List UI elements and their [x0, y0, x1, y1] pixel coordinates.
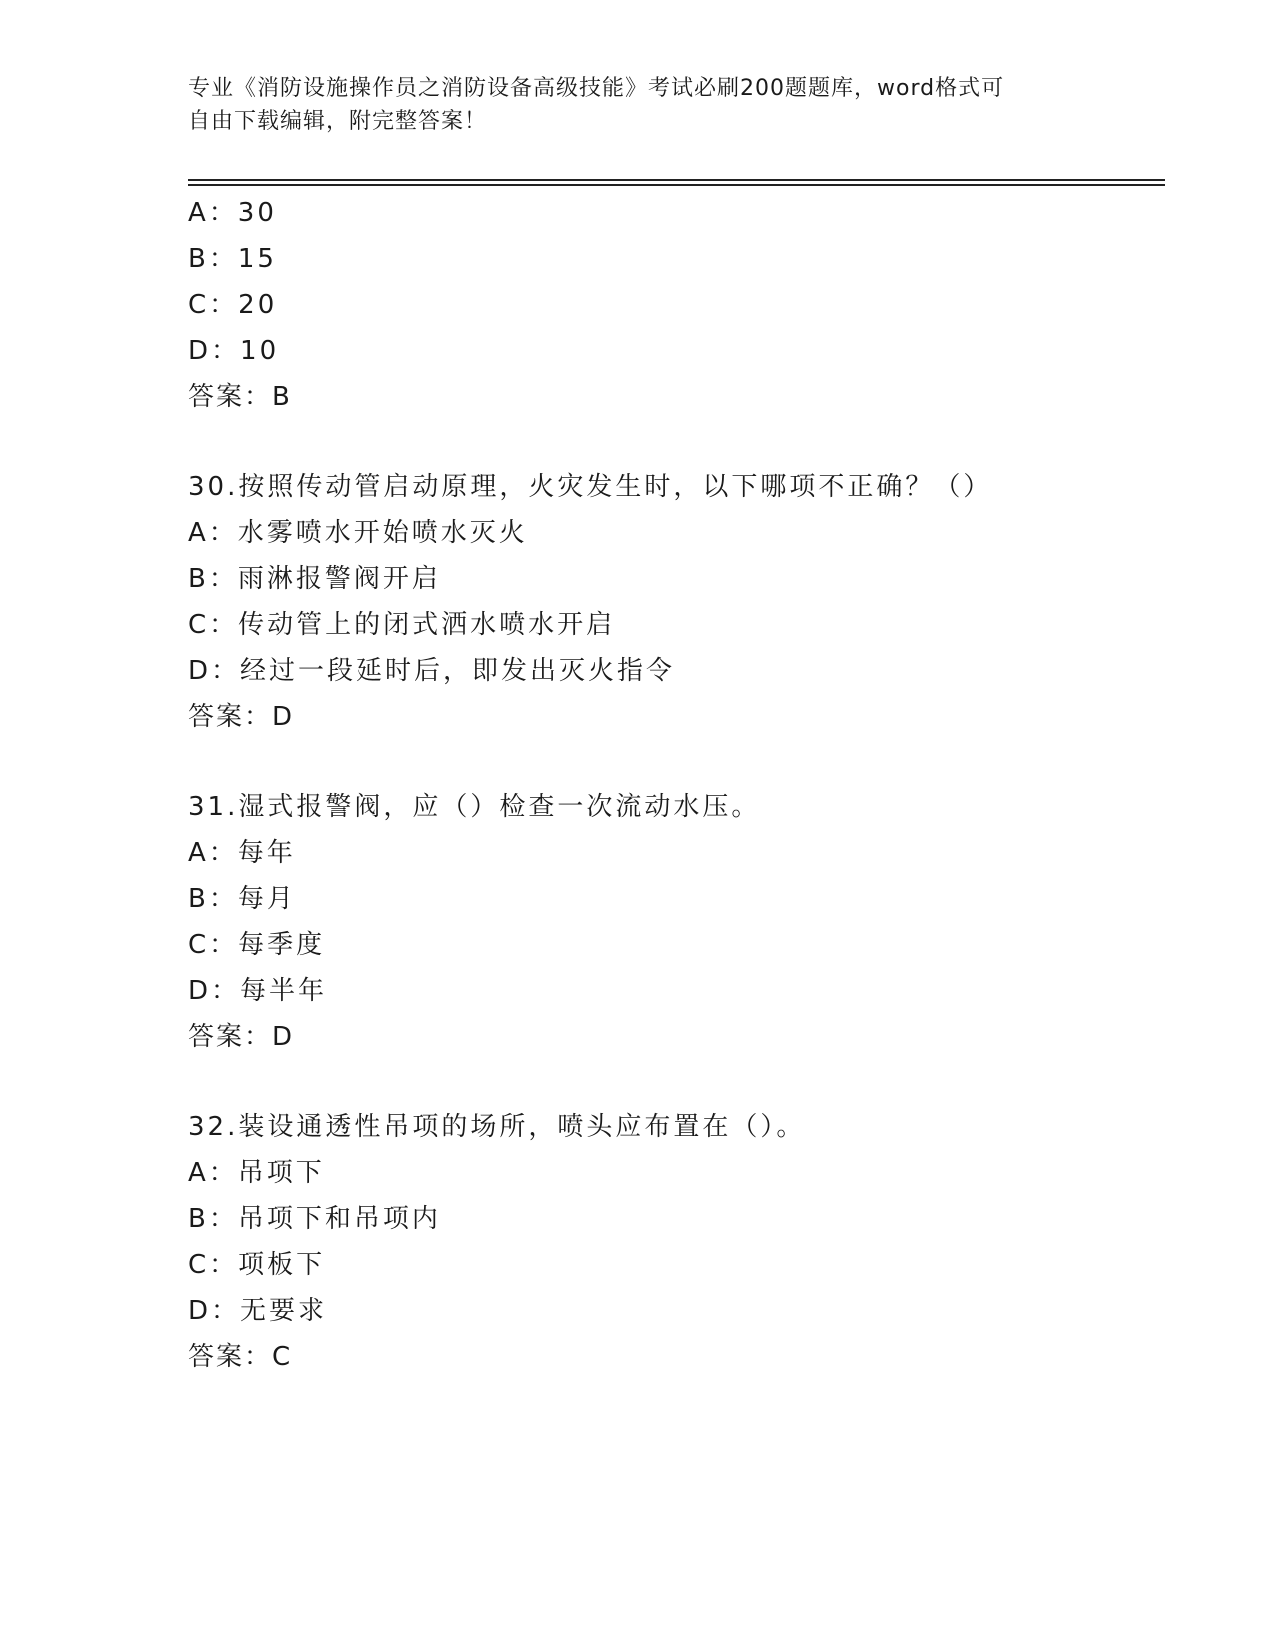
option-a: A：30 [188, 198, 277, 228]
option-a: A：水雾喷水开始喷水灭火 [188, 518, 528, 548]
question-title: 31.湿式报警阀，应（）检查一次流动水压。 [188, 792, 761, 822]
option-b: B：每月 [188, 884, 296, 914]
question-title: 30.按照传动管启动原理，火灾发生时，以下哪项不正确？（） [188, 472, 993, 502]
option-c: C：20 [188, 290, 278, 320]
question-block-31 [188, 784, 1168, 1060]
answer-line: 答案：D [188, 1022, 295, 1052]
option-a: A：吊项下 [188, 1158, 325, 1188]
answer-line: 答案：C [188, 1342, 293, 1372]
header-divider-bottom [188, 184, 1165, 186]
answer-line: 答案：D [188, 702, 295, 732]
question-title: 32.装设通透性吊项的场所，喷头应布置在（）。 [188, 1112, 806, 1142]
option-d: D：经过一段延时后，即发出灭火指令 [188, 656, 676, 686]
question-list [188, 190, 1168, 1380]
option-c: C：传动管上的闭式洒水喷水开启 [188, 610, 616, 640]
option-c: C：每季度 [188, 930, 326, 960]
header-divider-top [188, 179, 1165, 181]
question-block-29 [188, 190, 1168, 420]
option-b: B：吊项下和吊项内 [188, 1204, 441, 1234]
option-d: D：无要求 [188, 1296, 328, 1326]
option-b: B：雨淋报警阀开启 [188, 564, 441, 594]
option-a: A：每年 [188, 838, 296, 868]
option-d: D：10 [188, 336, 280, 366]
document-header [188, 72, 1088, 138]
option-d: D：每半年 [188, 976, 328, 1006]
question-block-30 [188, 464, 1168, 740]
answer-line: 答案：B [188, 382, 292, 412]
question-block-32 [188, 1104, 1168, 1380]
header-line-2: 自由下载编辑，附完整答案！ [188, 109, 488, 134]
header-line-1: 专业《消防设施操作员之消防设备高级技能》考试必刷200题题库，word格式可 [188, 76, 1005, 101]
option-c: C：项板下 [188, 1250, 326, 1280]
option-b: B：15 [188, 244, 277, 274]
